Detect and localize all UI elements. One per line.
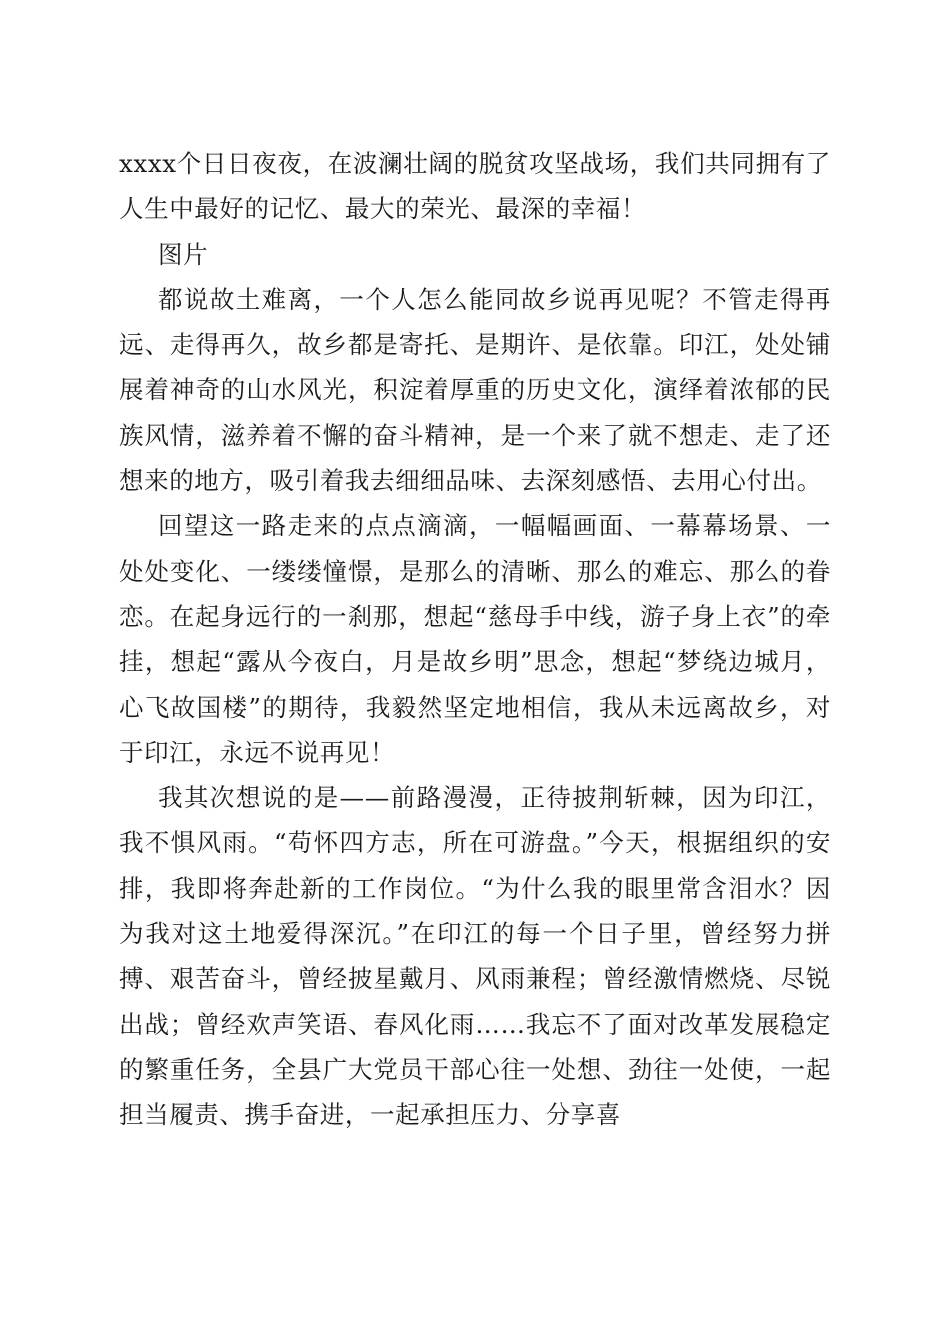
paragraph-continuation: xxxx个日日夜夜，在波澜壮阔的脱贫攻坚战场，我们共同拥有了人生中最好的记忆、最大的荣光、最深的幸福！	[119, 149, 831, 224]
document-body	[119, 141, 831, 1138]
paragraph-hometown: 都说故土难离，一个人怎么能同故乡说再见呢？不管走得再远、走得再久，故乡都是寄托、是期许、是依靠。印江，处处铺展着神奇的山水风光，积淀着厚重的历史文化，演绎着浓郁的民族风情，滋养着不懈的奋斗精神，是一个来了就不想走、走了还想来的地方，吸引着我去细细品味、去深刻感悟、去用心付出。	[119, 284, 831, 496]
paragraph-road-ahead: 我其次想说的是——前路漫漫，正待披荆斩棘，因为印江，我不惧风雨。“苟怀四方志，所在可游盘。”今天，根据组织的安排，我即将奔赴新的工作岗位。“为什么我的眼里常含泪水？因为我对这土地爱得深沉。”在印江的每一个日子里，曾经努力拼搏、艰苦奋斗，曾经披星戴月、风雨兼程；曾经激情燃烧、尽锐出战；曾经欢声笑语、春风化雨……我忘不了面对改革发展稳定的繁重任务，全县广大党员干部心往一处想、劲往一处使，一起担当履责、携手奋进，一起承担压力、分享喜	[119, 783, 831, 1130]
image-placeholder-label: 图片	[158, 239, 209, 269]
paragraph-looking-back: 回望这一路走来的点点滴滴，一幅幅画面、一幕幕场景、一处处变化、一缕缕憧憬，是那么的清晰、那么的难忘、那么的眷恋。在起身远行的一刹那，想起“慈母手中线，游子身上衣”的牵挂，想起“露从今夜白，月是故乡明”思念，想起“梦绕边城月，心飞故国楼”的期待，我毅然坚定地相信，我从未远离故乡，对于印江，永远不说再见！	[119, 511, 831, 767]
